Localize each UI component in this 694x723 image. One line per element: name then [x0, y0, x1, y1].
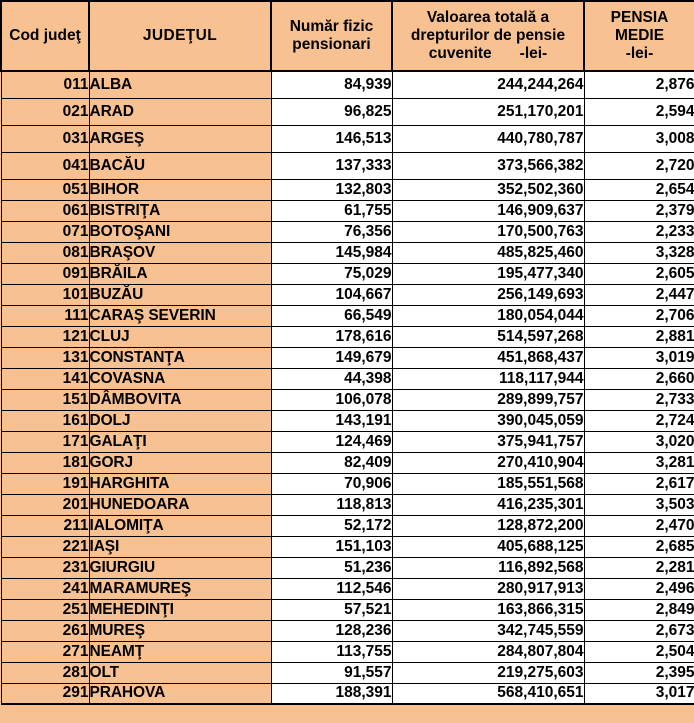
county-name-cell: MUREŞ [89, 620, 271, 641]
pensioner-count-cell: 113,755 [271, 641, 392, 662]
pensioner-count-cell: 51,236 [271, 557, 392, 578]
total-value-cell: 352,502,360 [392, 179, 584, 200]
total-value-cell: 451,868,437 [392, 347, 584, 368]
county-code-cell: 151 [1, 389, 89, 410]
average-pension-cell: 2,395 [584, 662, 694, 683]
pensioner-count-cell: 146,513 [271, 125, 392, 152]
total-value-cell: 280,917,913 [392, 578, 584, 599]
county-code-cell: 121 [1, 326, 89, 347]
county-code-cell: 271 [1, 641, 89, 662]
average-pension-cell: 2,504 [584, 641, 694, 662]
average-pension-cell: 3,328 [584, 242, 694, 263]
total-value-cell: 118,117,944 [392, 368, 584, 389]
table-row [1, 557, 694, 578]
pensioner-count-cell: 82,409 [271, 452, 392, 473]
average-pension-cell: 2,849 [584, 599, 694, 620]
pensioner-count-cell: 61,755 [271, 200, 392, 221]
table-row [1, 200, 694, 221]
total-value-cell: 342,745,559 [392, 620, 584, 641]
table-row [1, 641, 694, 662]
county-code-cell: 141 [1, 368, 89, 389]
table-row [1, 125, 694, 152]
pensioner-count-cell: 91,557 [271, 662, 392, 683]
average-pension-cell: 2,876 [584, 71, 694, 98]
county-code-cell: 021 [1, 98, 89, 125]
county-name-cell: BRAŞOV [89, 242, 271, 263]
total-value-cell: 185,551,568 [392, 473, 584, 494]
pensioner-count-cell: 96,825 [271, 98, 392, 125]
total-value-cell: 163,866,315 [392, 599, 584, 620]
county-code-cell: 061 [1, 200, 89, 221]
county-name-cell: PRAHOVA [89, 683, 271, 704]
county-name-cell: GORJ [89, 452, 271, 473]
total-value-cell: 116,892,568 [392, 557, 584, 578]
county-code-cell: 161 [1, 410, 89, 431]
total-value-cell: 514,597,268 [392, 326, 584, 347]
total-value-cell: 289,899,757 [392, 389, 584, 410]
total-value-cell: 568,410,651 [392, 683, 584, 704]
average-pension-cell: 2,594 [584, 98, 694, 125]
pensioner-count-cell: 104,667 [271, 284, 392, 305]
average-pension-cell: 2,685 [584, 536, 694, 557]
average-pension-cell: 2,496 [584, 578, 694, 599]
header-row [1, 1, 694, 71]
table-row [1, 515, 694, 536]
county-name-cell: BOTOŞANI [89, 221, 271, 242]
table-row [1, 284, 694, 305]
total-value-cell: 416,235,301 [392, 494, 584, 515]
average-pension-cell: 2,733 [584, 389, 694, 410]
average-pension-cell: 2,654 [584, 179, 694, 200]
county-name-cell: ARGEŞ [89, 125, 271, 152]
county-name-cell: OLT [89, 662, 271, 683]
pensioner-count-cell: 52,172 [271, 515, 392, 536]
table-row [1, 242, 694, 263]
total-value-cell: 195,477,340 [392, 263, 584, 284]
county-name-cell: BIHOR [89, 179, 271, 200]
column-header-pensioner-count [271, 1, 392, 71]
table-row [1, 578, 694, 599]
county-name-cell: COVASNA [89, 368, 271, 389]
county-name-cell: CLUJ [89, 326, 271, 347]
county-name-cell: DOLJ [89, 410, 271, 431]
column-header-code: Cod judeţ [1, 1, 89, 71]
total-value-cell: 485,825,460 [392, 242, 584, 263]
county-name-cell: BRĂILA [89, 263, 271, 284]
county-code-cell: 041 [1, 152, 89, 179]
table-row [1, 98, 694, 125]
county-code-cell: 291 [1, 683, 89, 704]
total-value-cell: 146,909,637 [392, 200, 584, 221]
header-avg-line2: MEDIE [614, 26, 665, 44]
county-name-cell: ALBA [89, 71, 271, 98]
table-row [1, 263, 694, 284]
pensioner-count-cell: 57,521 [271, 599, 392, 620]
county-code-cell: 281 [1, 662, 89, 683]
average-pension-cell: 2,881 [584, 326, 694, 347]
table-row [1, 452, 694, 473]
total-value-cell: 270,410,904 [392, 452, 584, 473]
county-code-cell: 191 [1, 473, 89, 494]
county-code-cell: 231 [1, 557, 89, 578]
table-row [1, 662, 694, 683]
county-code-cell: 171 [1, 431, 89, 452]
header-value-line3-text: cuvenite [428, 45, 492, 63]
average-pension-cell: 2,447 [584, 284, 694, 305]
table-row [1, 152, 694, 179]
header-count-line1: Număr fizic [289, 17, 374, 35]
total-value-cell: 284,807,804 [392, 641, 584, 662]
total-value-cell: 244,244,264 [392, 71, 584, 98]
county-code-cell: 091 [1, 263, 89, 284]
table-row [1, 368, 694, 389]
county-name-cell: BUZĂU [89, 284, 271, 305]
county-name-cell: CONSTANŢA [89, 347, 271, 368]
table-row [1, 410, 694, 431]
pensioner-count-cell: 143,191 [271, 410, 392, 431]
county-name-cell: GALAŢI [89, 431, 271, 452]
county-code-cell: 181 [1, 452, 89, 473]
column-header-total-value [392, 1, 584, 71]
table-row [1, 347, 694, 368]
county-code-cell: 221 [1, 536, 89, 557]
pensioner-count-cell: 75,029 [271, 263, 392, 284]
pensioner-count-cell: 44,398 [271, 368, 392, 389]
total-value-cell: 170,500,763 [392, 221, 584, 242]
county-code-cell: 111 [1, 305, 89, 326]
column-header-county: JUDEŢUL [89, 1, 271, 71]
average-pension-cell: 2,673 [584, 620, 694, 641]
table-row [1, 431, 694, 452]
table-row [1, 620, 694, 641]
pensioner-count-cell: 151,103 [271, 536, 392, 557]
pensioner-count-cell: 84,939 [271, 71, 392, 98]
county-code-cell: 211 [1, 515, 89, 536]
county-code-cell: 131 [1, 347, 89, 368]
average-pension-cell: 2,379 [584, 200, 694, 221]
pensioner-count-cell: 188,391 [271, 683, 392, 704]
total-value-cell: 219,275,603 [392, 662, 584, 683]
column-header-average-pension [584, 1, 694, 71]
county-name-cell: HUNEDOARA [89, 494, 271, 515]
total-value-cell: 373,566,382 [392, 152, 584, 179]
table-row [1, 71, 694, 98]
pensioner-count-cell: 137,333 [271, 152, 392, 179]
county-name-cell: ARAD [89, 98, 271, 125]
total-value-cell: 180,054,044 [392, 305, 584, 326]
average-pension-cell: 3,020 [584, 431, 694, 452]
table-row [1, 179, 694, 200]
average-pension-cell: 2,660 [584, 368, 694, 389]
total-value-cell: 375,941,757 [392, 431, 584, 452]
county-name-cell: MARAMUREŞ [89, 578, 271, 599]
county-code-cell: 251 [1, 599, 89, 620]
county-name-cell: NEAMŢ [89, 641, 271, 662]
header-value-line2: drepturilor de pensie [410, 26, 566, 44]
table-header [1, 1, 694, 71]
table-row [1, 536, 694, 557]
county-name-cell: BISTRIŢA [89, 200, 271, 221]
county-name-cell: BACĂU [89, 152, 271, 179]
county-code-cell: 031 [1, 125, 89, 152]
county-code-cell: 071 [1, 221, 89, 242]
table-row [1, 683, 694, 704]
total-value-cell: 128,872,200 [392, 515, 584, 536]
pensioner-count-cell: 124,469 [271, 431, 392, 452]
average-pension-cell: 3,503 [584, 494, 694, 515]
total-value-cell: 440,780,787 [392, 125, 584, 152]
average-pension-cell: 2,281 [584, 557, 694, 578]
county-name-cell: CARAŞ SEVERIN [89, 305, 271, 326]
county-name-cell: HARGHITA [89, 473, 271, 494]
pensioner-count-cell: 178,616 [271, 326, 392, 347]
pensioner-count-cell: 70,906 [271, 473, 392, 494]
county-code-cell: 201 [1, 494, 89, 515]
county-code-cell: 261 [1, 620, 89, 641]
average-pension-cell: 3,281 [584, 452, 694, 473]
county-code-cell: 101 [1, 284, 89, 305]
table-row [1, 599, 694, 620]
county-code-cell: 011 [1, 71, 89, 98]
pensioner-count-cell: 118,813 [271, 494, 392, 515]
pensioner-count-cell: 132,803 [271, 179, 392, 200]
average-pension-cell: 2,470 [584, 515, 694, 536]
header-value-line3 [396, 45, 580, 63]
total-value-cell: 251,170,201 [392, 98, 584, 125]
average-pension-cell: 3,017 [584, 683, 694, 704]
table-body [1, 71, 694, 704]
county-code-cell: 241 [1, 578, 89, 599]
header-avg-line1: PENSIA [610, 8, 669, 26]
table-row [1, 221, 694, 242]
pensioner-count-cell: 66,549 [271, 305, 392, 326]
average-pension-cell: 2,706 [584, 305, 694, 326]
pensioner-count-cell: 128,236 [271, 620, 392, 641]
table-row [1, 326, 694, 347]
table-row [1, 389, 694, 410]
table-row [1, 305, 694, 326]
average-pension-cell: 3,019 [584, 347, 694, 368]
header-avg-unit: -lei- [625, 45, 654, 63]
county-name-cell: IAŞI [89, 536, 271, 557]
county-name-cell: IALOMIŢA [89, 515, 271, 536]
header-value-unit: -lei- [519, 45, 548, 63]
table-row [1, 494, 694, 515]
average-pension-cell: 2,233 [584, 221, 694, 242]
pensioner-count-cell: 145,984 [271, 242, 392, 263]
county-code-cell: 051 [1, 179, 89, 200]
average-pension-cell: 2,724 [584, 410, 694, 431]
table-row [1, 473, 694, 494]
total-value-cell: 390,045,059 [392, 410, 584, 431]
average-pension-cell: 2,617 [584, 473, 694, 494]
county-name-cell: MEHEDINŢI [89, 599, 271, 620]
total-value-cell: 405,688,125 [392, 536, 584, 557]
pensioner-count-cell: 106,078 [271, 389, 392, 410]
header-value-line1: Valoarea totală a [426, 8, 550, 26]
county-name-cell: DÂMBOVITA [89, 389, 271, 410]
county-name-cell: GIURGIU [89, 557, 271, 578]
average-pension-cell: 2,605 [584, 263, 694, 284]
average-pension-cell: 3,008 [584, 125, 694, 152]
average-pension-cell: 2,720 [584, 152, 694, 179]
pensioner-count-cell: 76,356 [271, 221, 392, 242]
county-code-cell: 081 [1, 242, 89, 263]
pensioner-count-cell: 149,679 [271, 347, 392, 368]
pensioner-count-cell: 112,546 [271, 578, 392, 599]
total-value-cell: 256,149,693 [392, 284, 584, 305]
header-count-line2: pensionari [292, 36, 371, 53]
